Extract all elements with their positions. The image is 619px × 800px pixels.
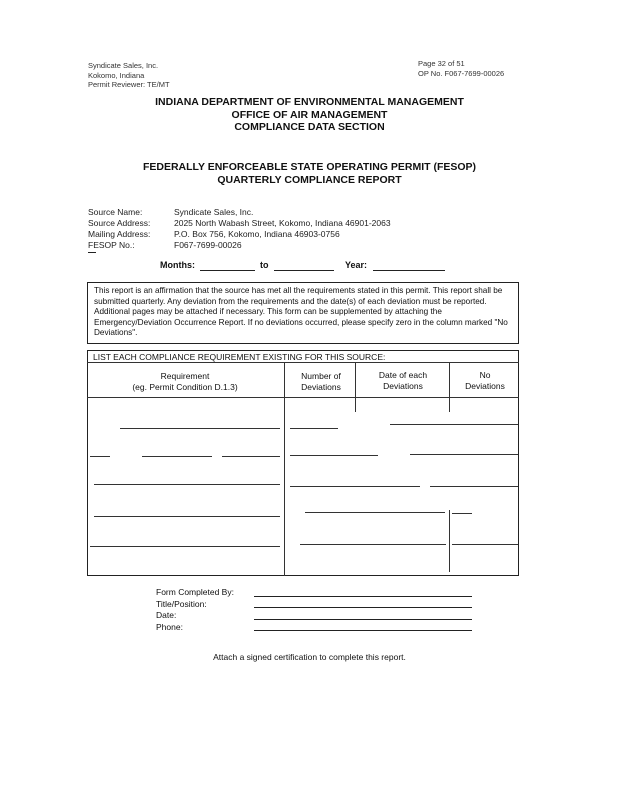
fesop-number-value: F067-7699-00026 bbox=[174, 240, 242, 250]
agency-line-2: OFFICE OF AIR MANAGEMENT bbox=[231, 108, 388, 121]
header-right bbox=[418, 59, 504, 78]
number-header-line-2: Deviations bbox=[301, 381, 341, 392]
date-row-2-line[interactable] bbox=[410, 454, 518, 455]
requirement-header-example: (eg. Permit Condition D.1.3) bbox=[132, 381, 238, 392]
header-left bbox=[88, 61, 170, 90]
completed-by-field[interactable] bbox=[254, 596, 472, 597]
number-row-1-line[interactable] bbox=[290, 428, 338, 429]
months-label: Months: bbox=[160, 260, 195, 270]
to-label: to bbox=[260, 260, 269, 270]
fesop-underline-stub bbox=[88, 252, 96, 253]
year-label: Year: bbox=[345, 260, 368, 270]
requirement-row-2-line-a[interactable] bbox=[90, 456, 110, 457]
date-row-1-line[interactable] bbox=[390, 424, 518, 425]
requirement-column-header bbox=[90, 371, 280, 392]
requirement-row-2-line-c[interactable] bbox=[222, 456, 280, 457]
mailing-address-label: Mailing Address: bbox=[88, 229, 151, 239]
no-row-4-line[interactable] bbox=[452, 513, 472, 514]
requirement-header-text: Requirement bbox=[160, 371, 210, 381]
header-divider bbox=[87, 397, 519, 398]
no-row-5-line[interactable] bbox=[452, 544, 518, 545]
date-row-3-line[interactable] bbox=[430, 486, 518, 487]
agency-line-3: COMPLIANCE DATA SECTION bbox=[234, 121, 385, 133]
date-field[interactable] bbox=[254, 619, 472, 620]
source-name-label: Source Name: bbox=[88, 207, 143, 217]
date-header-line-1: Date of each bbox=[378, 370, 428, 380]
requirement-row-1-line[interactable] bbox=[120, 428, 280, 429]
date-label: Date: bbox=[156, 610, 177, 620]
column-divider-1 bbox=[284, 362, 285, 576]
agency-title bbox=[0, 96, 619, 134]
no-header-line-1: No bbox=[479, 370, 491, 380]
source-address-label: Source Address: bbox=[88, 218, 151, 228]
page-number: Page 32 of 51 bbox=[418, 59, 465, 68]
column-divider-3-lower bbox=[449, 510, 450, 572]
number-row-5-line[interactable] bbox=[300, 544, 446, 545]
source-name-value: Syndicate Sales, Inc. bbox=[174, 207, 254, 217]
source-address-row bbox=[88, 218, 391, 229]
company-name: Syndicate Sales, Inc. bbox=[88, 61, 159, 70]
column-divider-2 bbox=[355, 362, 356, 412]
title-position-field[interactable] bbox=[254, 607, 472, 608]
source-name-row bbox=[88, 207, 391, 218]
months-from-field[interactable] bbox=[200, 270, 255, 271]
report-line-2: QUARTERLY COMPLIANCE REPORT bbox=[217, 173, 402, 186]
fesop-number-label: FESOP No.: bbox=[88, 240, 135, 250]
completed-by-label: Form Completed By: bbox=[156, 587, 234, 597]
column-divider-3 bbox=[449, 362, 450, 412]
number-row-2-line[interactable] bbox=[290, 455, 378, 456]
notice-box bbox=[87, 282, 519, 344]
requirement-row-4-line[interactable] bbox=[94, 516, 280, 517]
agency-line-1: INDIANA DEPARTMENT OF ENVIRONMENTAL MANAGEMENT bbox=[155, 96, 464, 108]
source-address-value: 2025 North Wabash Street, Kokomo, Indiana 46901-2063 bbox=[174, 218, 391, 228]
mailing-address-value: P.O. Box 756, Kokomo, Indiana 46903-0756 bbox=[174, 229, 340, 239]
report-title bbox=[0, 161, 619, 186]
date-header-line-2: Deviations bbox=[383, 380, 423, 391]
phone-label: Phone: bbox=[156, 621, 183, 632]
months-to-field[interactable] bbox=[274, 270, 334, 271]
number-of-deviations-header bbox=[288, 371, 354, 392]
source-info bbox=[88, 207, 391, 251]
date-of-deviations-header bbox=[360, 370, 446, 391]
table-title-divider bbox=[87, 362, 519, 363]
footer-note: Attach a signed certification to complete this report. bbox=[213, 652, 406, 662]
signature-labels bbox=[156, 587, 234, 633]
number-header-line-1: Number of bbox=[301, 371, 341, 381]
requirement-row-5-line[interactable] bbox=[90, 546, 280, 547]
no-header-line-2: Deviations bbox=[465, 380, 505, 391]
no-deviations-header bbox=[452, 370, 518, 391]
table-title: LIST EACH COMPLIANCE REQUIREMENT EXISTING FOR THIS SOURCE: bbox=[93, 352, 386, 362]
op-number: OP No. F067-7699-00026 bbox=[418, 68, 505, 78]
requirement-row-3-line[interactable] bbox=[94, 484, 280, 485]
company-city: Kokomo, Indiana bbox=[88, 70, 145, 80]
fesop-number-row bbox=[88, 240, 391, 251]
permit-reviewer: Permit Reviewer: TE/MT bbox=[88, 80, 170, 89]
report-line-1: FEDERALLY ENFORCEABLE STATE OPERATING PERMIT (FESOP) bbox=[142, 161, 477, 173]
title-position-label: Title/Position: bbox=[156, 598, 207, 609]
requirement-row-2-line-b[interactable] bbox=[142, 456, 212, 457]
number-row-4-line[interactable] bbox=[305, 512, 445, 513]
mailing-address-row bbox=[88, 229, 391, 240]
number-row-3-line[interactable] bbox=[290, 486, 420, 487]
phone-field[interactable] bbox=[254, 630, 472, 631]
year-field[interactable] bbox=[373, 270, 445, 271]
notice-text: This report is an affirmation that the source has met all the requirements stated in this permit. This report shall be submitted quarterly. Any deviation from the requirements and the date(s) of each deviation must be reported. Additional pages may be attached if necessary. This form can be supplemented by attaching the Emergency/Deviation Occurrence Report. If no deviations occurred, please specify zero in the column marked "No Deviations". bbox=[94, 286, 508, 337]
